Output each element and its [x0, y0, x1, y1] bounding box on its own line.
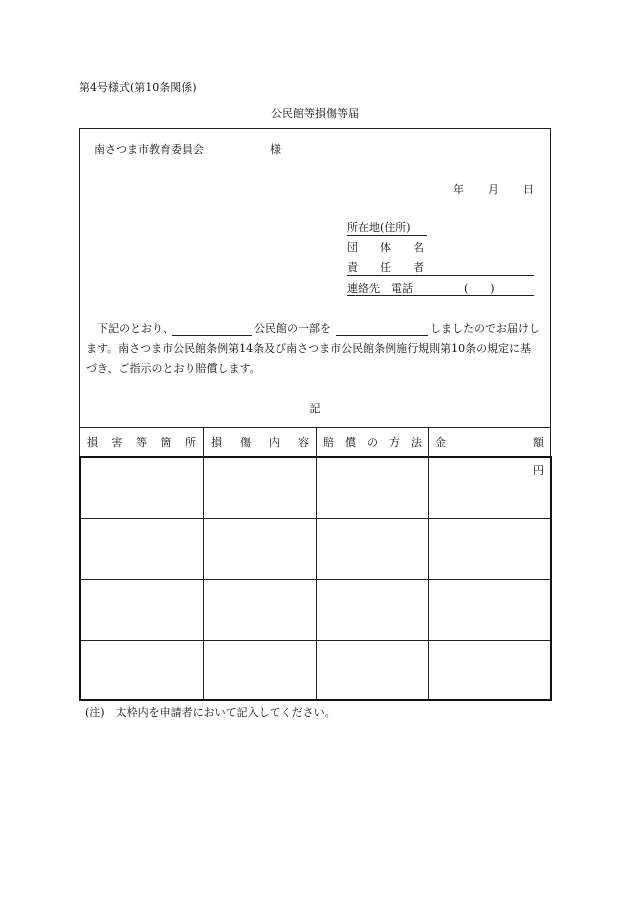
column-header-compensation-method: 賠 償 の 方 法: [316, 428, 428, 456]
group-name-label: 団 体 名: [347, 241, 424, 254]
yen-unit-label: 円: [533, 464, 544, 477]
date-day-label: 日: [523, 183, 534, 196]
addressee-honorific: 様: [270, 143, 281, 156]
statement-line2: ます。南さつま市公民館条例第14条及び南さつま市公民館条例施行規則第10条の規定に基: [86, 342, 532, 355]
statement-line1-a: 下記のとおり、: [97, 322, 174, 335]
representative-underline: [347, 275, 534, 276]
form-upper-frame: [79, 128, 551, 428]
address-underline: [347, 235, 427, 236]
row-divider: [81, 640, 550, 641]
document-title: 公民館等損傷等届: [271, 107, 359, 120]
footnote: (注) 太枠内を申請者において記入してください。: [85, 706, 336, 719]
addressee-name: 南さつま市教育委員会: [94, 143, 204, 156]
column-header-damage-location: 損 害 等 箇 所: [87, 436, 196, 449]
date-month-label: 月: [488, 183, 499, 196]
column-header-amount: 金 額: [428, 428, 550, 456]
statement-line1-b: 公民館の一部を: [254, 322, 331, 335]
column-header-damage-details: 損 傷 内 容: [203, 428, 316, 456]
statement-line3: づき、ご指示のとおり賠償します。: [86, 362, 261, 375]
contact-paren: ( ): [464, 282, 495, 295]
contact-underline: [347, 295, 534, 296]
row-divider: [81, 579, 550, 580]
representative-label: 責 任 者: [347, 261, 424, 274]
damage-blank-underline: [172, 335, 252, 336]
address-label: 所在地(住所): [347, 221, 411, 234]
entry-table-thick-frame: [79, 456, 552, 701]
row-divider: [81, 518, 550, 519]
contact-label: 連絡先 電話: [347, 282, 413, 295]
ki-marker: 記: [309, 402, 321, 415]
form-number: 第4号様式(第10条関係): [79, 81, 197, 94]
table-header-row: [79, 428, 551, 456]
date-year-label: 年: [453, 183, 464, 196]
action-blank-underline: [336, 335, 428, 336]
statement-line1-c: しましたのでお届けし: [430, 322, 540, 335]
